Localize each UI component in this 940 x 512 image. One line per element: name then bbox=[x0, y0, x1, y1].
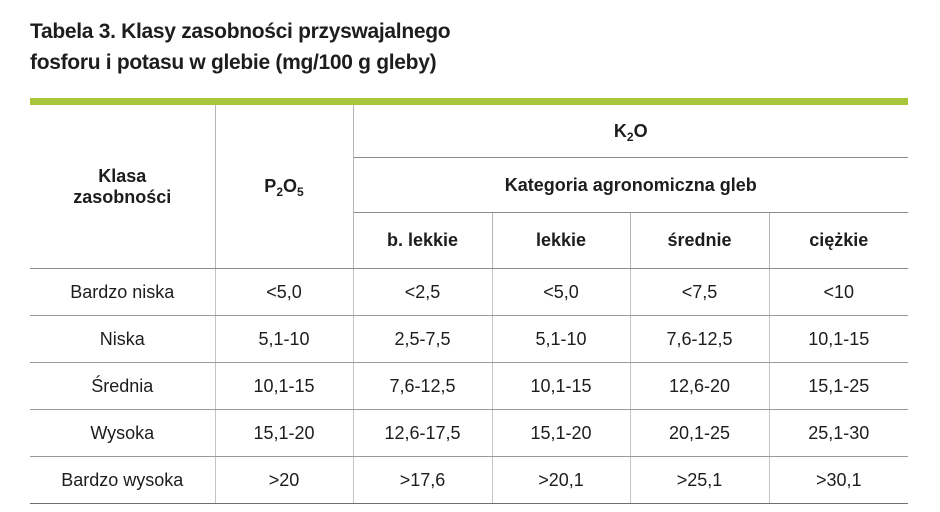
cell-klasa: Średnia bbox=[30, 363, 215, 410]
cell-k2o-ciezkie: 10,1-15 bbox=[769, 316, 908, 363]
cell-k2o-ciezkie: >30,1 bbox=[769, 457, 908, 504]
cell-k2o-lekkie: 5,1-10 bbox=[492, 316, 630, 363]
cell-k2o-srednie: 20,1-25 bbox=[630, 410, 769, 457]
header-klasa-line-1: Klasa bbox=[98, 165, 147, 186]
cell-p2o5: >20 bbox=[215, 457, 353, 504]
accent-divider bbox=[30, 98, 908, 105]
cell-klasa: Wysoka bbox=[30, 410, 215, 457]
cell-p2o5: <5,0 bbox=[215, 269, 353, 316]
table-title-line-2: fosforu i potasu w glebie (mg/100 g gleby) bbox=[30, 51, 437, 74]
cell-k2o-b-lekkie: 7,6-12,5 bbox=[353, 363, 492, 410]
cell-k2o-b-lekkie: 2,5-7,5 bbox=[353, 316, 492, 363]
cell-klasa: Niska bbox=[30, 316, 215, 363]
header-k2o: $K_2O$ bbox=[353, 105, 908, 158]
cell-k2o-lekkie: 10,1-15 bbox=[492, 363, 630, 410]
header-klasa-line-2: zasobności bbox=[73, 186, 172, 207]
cell-k2o-ciezkie: 15,1-25 bbox=[769, 363, 908, 410]
header-category-ciezkie: ciężkie bbox=[769, 213, 908, 269]
table-row bbox=[30, 363, 908, 410]
header-category-lekkie: lekkie bbox=[492, 213, 630, 269]
table-title bbox=[30, 16, 730, 78]
table-title-line-1: Tabela 3. Klasy zasobności przyswajalnego bbox=[30, 20, 451, 43]
cell-k2o-ciezkie: 25,1-30 bbox=[769, 410, 908, 457]
cell-k2o-b-lekkie: 12,6-17,5 bbox=[353, 410, 492, 457]
header-kategoria-agronomiczna: Kategoria agronomiczna gleb bbox=[353, 158, 908, 213]
header-category-b-lekkie: b. lekkie bbox=[353, 213, 492, 269]
table-row bbox=[30, 410, 908, 457]
cell-k2o-srednie: 12,6-20 bbox=[630, 363, 769, 410]
nutrient-classes-table bbox=[30, 105, 908, 504]
cell-p2o5: 15,1-20 bbox=[215, 410, 353, 457]
table-row bbox=[30, 457, 908, 504]
cell-klasa: Bardzo niska bbox=[30, 269, 215, 316]
header-category-srednie: średnie bbox=[630, 213, 769, 269]
cell-k2o-b-lekkie: <2,5 bbox=[353, 269, 492, 316]
cell-k2o-srednie: 7,6-12,5 bbox=[630, 316, 769, 363]
cell-k2o-srednie: >25,1 bbox=[630, 457, 769, 504]
table-row bbox=[30, 269, 908, 316]
cell-k2o-b-lekkie: >17,6 bbox=[353, 457, 492, 504]
cell-k2o-srednie: <7,5 bbox=[630, 269, 769, 316]
cell-klasa: Bardzo wysoka bbox=[30, 457, 215, 504]
cell-k2o-lekkie: <5,0 bbox=[492, 269, 630, 316]
header-p2o5: $P_2O_5$ bbox=[215, 105, 353, 269]
header-klasa-zasobnosci bbox=[30, 105, 215, 269]
cell-k2o-lekkie: >20,1 bbox=[492, 457, 630, 504]
cell-k2o-ciezkie: <10 bbox=[769, 269, 908, 316]
cell-p2o5: 5,1-10 bbox=[215, 316, 353, 363]
cell-k2o-lekkie: 15,1-20 bbox=[492, 410, 630, 457]
cell-p2o5: 10,1-15 bbox=[215, 363, 353, 410]
table-row bbox=[30, 316, 908, 363]
